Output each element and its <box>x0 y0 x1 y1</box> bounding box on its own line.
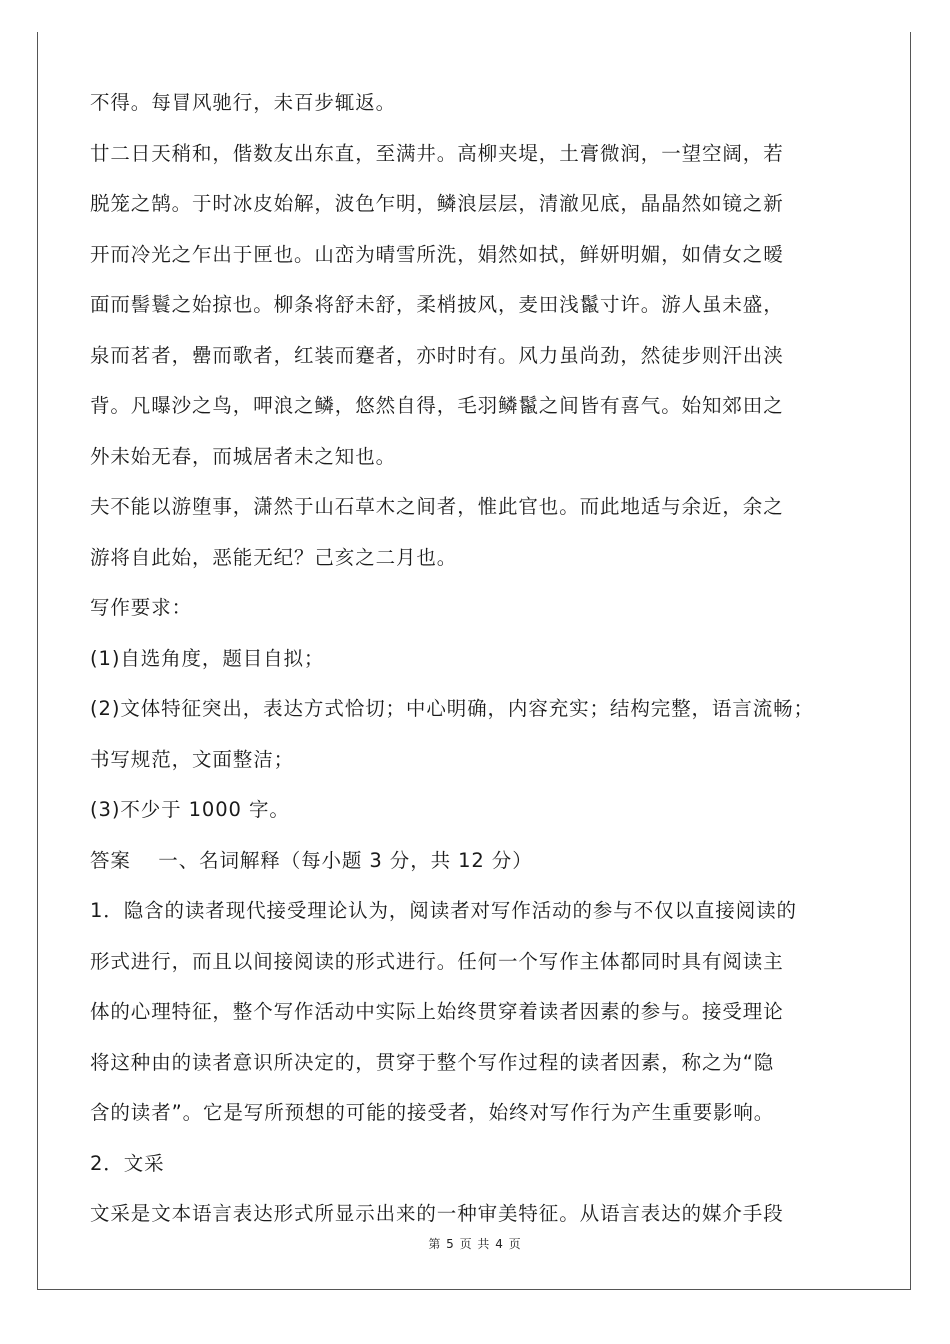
text-line: 廿二日天稍和，偕数友出东直，至满井。高柳夹堤，土膏微润，一望空阔，若 <box>90 141 784 165</box>
text-line: 游将自此始，恶能无纪？己亥之二月也。 <box>90 545 458 569</box>
page-border-right <box>910 32 911 1290</box>
text-line: 泉而茗者，罍而歌者，红装而蹇者，亦时时有。风力虽尚劲，然徒步则汗出浃 <box>90 343 784 367</box>
page-border-left <box>37 32 38 1290</box>
answer-line: 将这种由的读者意识所决定的，贯穿于整个写作过程的读者因素，称之为“隐 <box>90 1050 775 1074</box>
text-line: 开而冷光之乍出于匣也。山峦为晴雪所洗，娟然如拭，鲜妍明媚，如倩女之暧 <box>90 242 784 266</box>
section-heading: 写作要求： <box>90 596 193 619</box>
requirement-item: (1)自选角度，题目自拟； <box>90 646 325 670</box>
answer-line: 形式进行，而且以间接阅读的形式进行。任何一个写作主体都同时具有阅读主 <box>90 949 784 973</box>
requirement-item: (3)不少于 1000 字。 <box>90 798 290 821</box>
text-line: 脱笼之鹄。于时冰皮始解，波色乍明，鳞浪层层，清澈见底，晶晶然如镜之新 <box>90 192 784 215</box>
answer-line: 文采是文本语言表达形式所显示出来的一种审美特征。从语言表达的媒介手段 <box>90 1202 784 1225</box>
text-line: 不得。每冒风驰行，未百步辄返。 <box>90 91 397 114</box>
page-footer: 第 5 页 共 4 页 <box>428 1237 522 1251</box>
text-line: 外未始无春，而城居者未之知也。 <box>90 444 397 468</box>
answer-line: 1．隐含的读者现代接受理论认为，阅读者对写作活动的参与不仅以直接阅读的 <box>90 899 797 922</box>
answer-line: 体的心理特征，整个写作活动中实际上始终贯穿着读者因素的参与。接受理论 <box>90 1000 784 1023</box>
term-heading: 2．文采 <box>90 1151 165 1175</box>
page-border-bottom <box>37 1289 911 1290</box>
text-line: 面而髻鬟之始掠也。柳条将舒未舒，柔梢披风，麦田浅鬣寸许。游人虽未盛， <box>90 293 784 316</box>
text-line: 夫不能以游堕事，潇然于山石草木之间者，惟此官也。而此地适与余近，余之 <box>90 495 784 518</box>
text-line: 背。凡曝沙之鸟，呷浪之鳞，悠然自得，毛羽鳞鬣之间皆有喜气。始知郊田之 <box>90 394 784 417</box>
document-body <box>90 78 860 1240</box>
answer-heading: 答案 一、名词解释（每小题 3 分，共 12 分） <box>90 848 533 872</box>
answer-line: 含的读者”。它是写所预想的可能的接受者，始终对写作行为产生重要影响。 <box>90 1101 775 1124</box>
requirement-item: (2)文体特征突出，表达方式恰切；中心明确，内容充实；结构完整，语言流畅； <box>90 697 814 720</box>
requirement-item: 书写规范，文面整洁； <box>90 747 295 771</box>
